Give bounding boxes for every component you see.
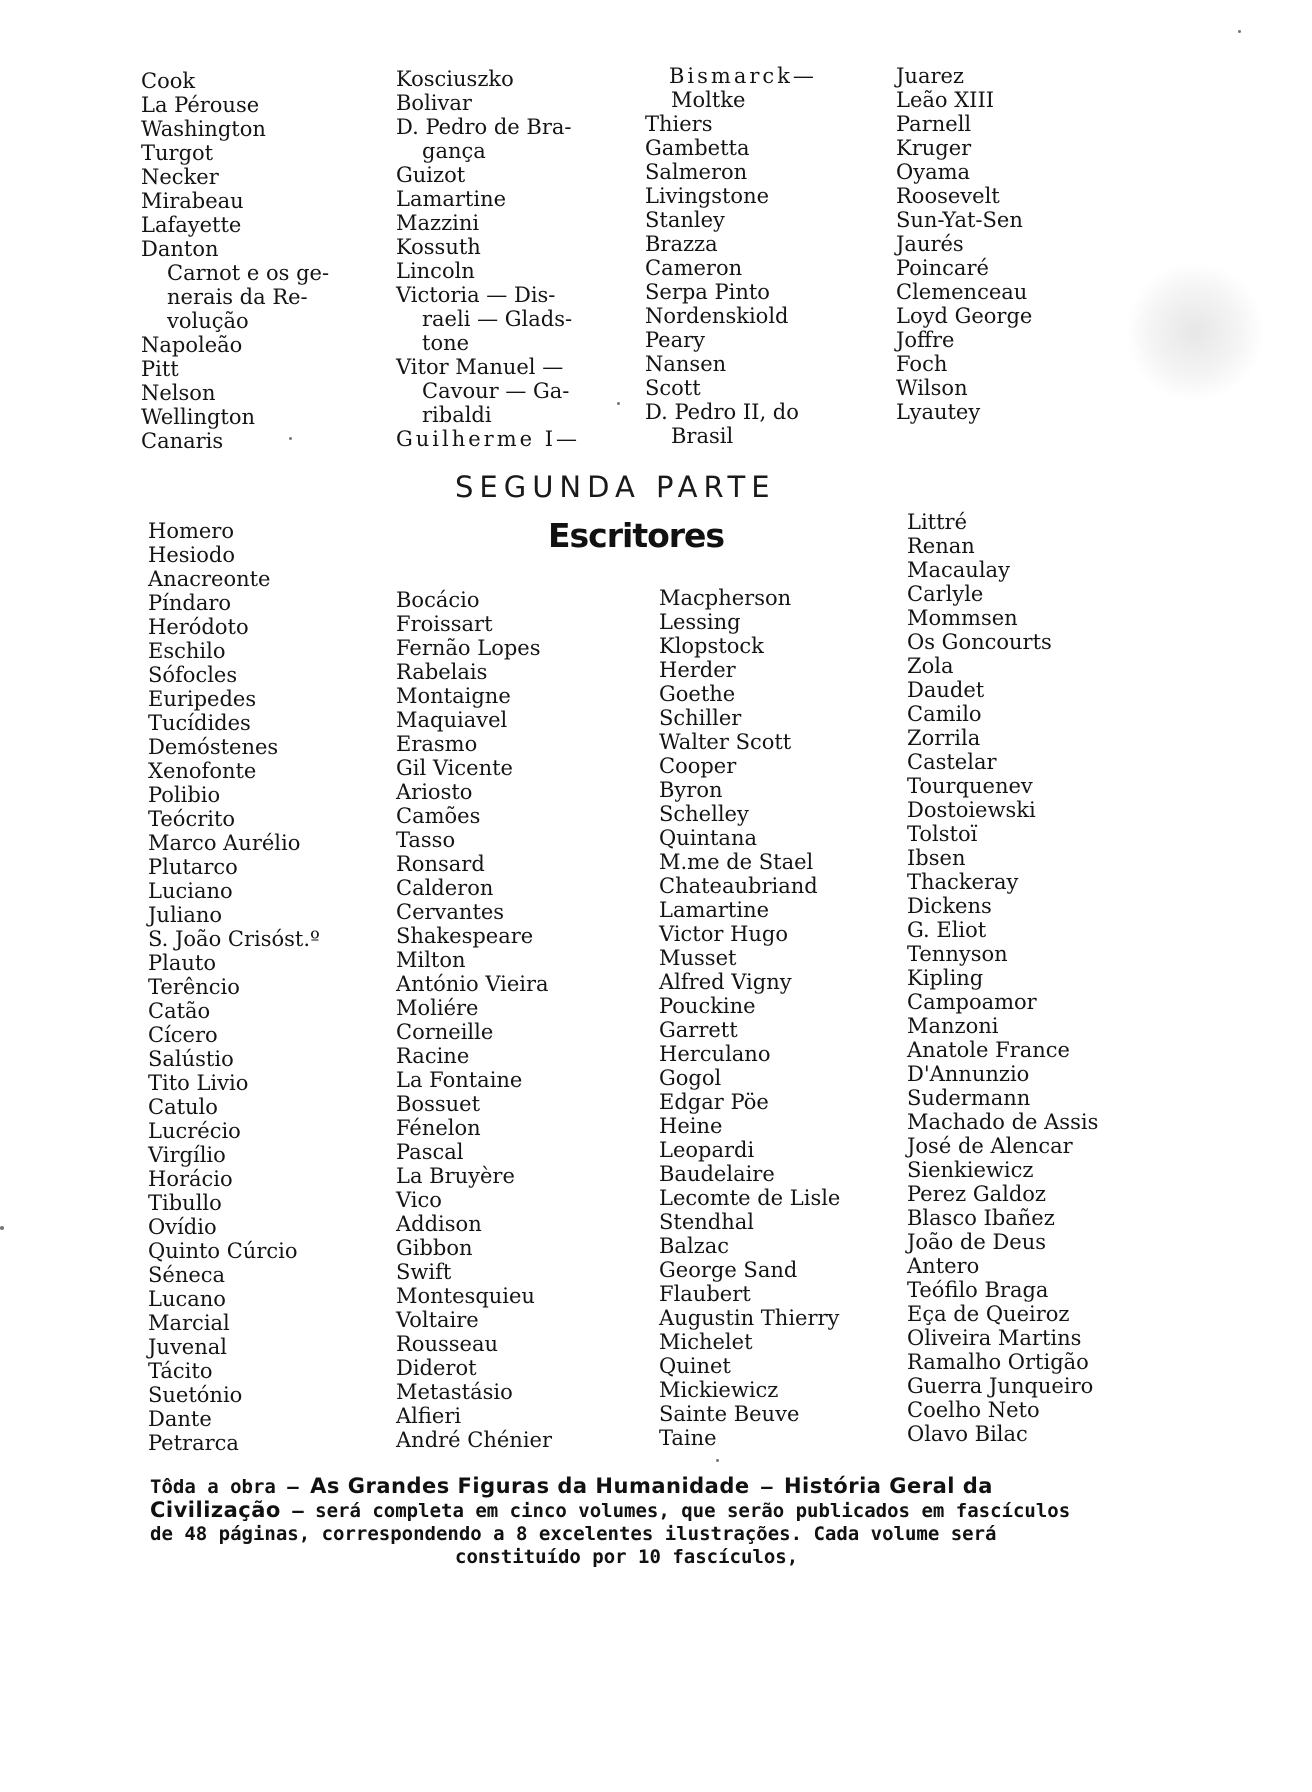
name-entry: Xenofonte (148, 759, 257, 783)
name-entry: Brazza (645, 232, 718, 256)
name-entry: D'Annunzio (907, 1062, 1030, 1086)
name-entry: Vico (396, 1188, 442, 1212)
name-entry: Lamartine (659, 898, 770, 922)
name-entry: Maquiavel (396, 708, 508, 732)
name-entry: Scott (645, 376, 701, 400)
name-entry: Napoleão (141, 333, 243, 357)
name-entry: Stendhal (659, 1210, 754, 1234)
name-entry: Homero (148, 519, 234, 543)
name-entry: Diderot (396, 1356, 477, 1380)
name-entry: Nansen (645, 352, 727, 376)
name-entry: Klopstock (659, 634, 764, 658)
name-entry: Eça de Queiroz (907, 1302, 1070, 1326)
name-entry: Leão XIII (896, 88, 995, 112)
name-entry: Gambetta (645, 136, 750, 160)
name-entry: Kossuth (396, 235, 481, 259)
name-entry: Marcial (148, 1311, 230, 1335)
name-entry: Perez Galdoz (907, 1182, 1046, 1206)
name-entry: Bismarck— (669, 64, 817, 88)
name-entry: Montaigne (396, 684, 511, 708)
name-entry: Victoria — Dis- (396, 283, 556, 307)
name-entry: Cavour — Ga- (422, 379, 570, 403)
name-entry: Clemenceau (896, 280, 1028, 304)
name-entry: Zorrila (907, 726, 981, 750)
name-entry: Teócrito (148, 807, 236, 831)
name-entry: Cícero (148, 1023, 218, 1047)
footer-note (150, 1475, 1105, 1569)
footer-text: Tôda a obra — (150, 1476, 299, 1498)
name-entry: Edgar Pöe (659, 1090, 769, 1114)
name-entry: Lucrécio (148, 1119, 241, 1143)
name-entry: Séneca (148, 1263, 226, 1287)
name-entry: Cooper (659, 754, 737, 778)
name-entry: Wilson (896, 376, 968, 400)
name-entry: Anatole France (907, 1038, 1070, 1062)
name-entry: Parnell (896, 112, 972, 136)
name-entry: Balzac (659, 1234, 730, 1258)
name-entry: Musset (659, 946, 737, 970)
name-entry: António Vieira (396, 972, 549, 996)
name-entry: Foch (896, 352, 948, 376)
name-entry: Lincoln (396, 259, 475, 283)
name-entry: gança (422, 139, 486, 163)
name-entry: Dante (148, 1407, 212, 1431)
escritores-column-4 (907, 510, 1098, 1446)
name-entry: Milton (396, 948, 466, 972)
name-entry: Virgílio (148, 1143, 226, 1167)
name-entry: Lafayette (141, 213, 242, 237)
name-entry: Poincaré (896, 256, 989, 280)
name-entry: Salústio (148, 1047, 234, 1071)
name-entry: Peary (645, 328, 706, 352)
name-entry: Bolivar (396, 91, 472, 115)
name-entry: Ronsard (396, 852, 485, 876)
name-entry: Salmeron (645, 160, 748, 184)
name-entry: Ibsen (907, 846, 966, 870)
name-entry: Castelar (907, 750, 997, 774)
escritores-column-1 (148, 519, 320, 1455)
footer-line-3: de 48 páginas, correspondendo a 8 excelentes ilustrações. Cada volume será (150, 1523, 997, 1545)
name-entry: Necker (141, 165, 219, 189)
name-entry: Carlyle (907, 582, 984, 606)
name-entry: Joffre (896, 328, 955, 352)
name-entry: La Pérouse (141, 93, 260, 117)
name-entry: Ariosto (396, 780, 473, 804)
name-entry: Euripedes (148, 687, 257, 711)
name-entry: Bocácio (396, 588, 480, 612)
name-entry: Nordenskiold (645, 304, 789, 328)
name-entry: Heine (659, 1114, 723, 1138)
name-entry: Camões (396, 804, 481, 828)
scan-speck (289, 437, 292, 440)
name-entry: Luciano (148, 879, 233, 903)
name-entry: André Chénier (396, 1428, 553, 1452)
name-entry: ribaldi (422, 403, 492, 427)
name-entry: Marco Aurélio (148, 831, 301, 855)
name-entry: Sienkiewicz (907, 1158, 1034, 1182)
name-entry: Gil Vicente (396, 756, 513, 780)
name-entry: Campoamor (907, 990, 1037, 1014)
name-entry: Lamartine (396, 187, 507, 211)
footer-line-1 (150, 1475, 1105, 1499)
name-entry: Littré (907, 510, 968, 534)
name-entry: Flaubert (659, 1282, 751, 1306)
name-entry: Blasco Ibañez (907, 1206, 1055, 1230)
name-entry: Camilo (907, 702, 982, 726)
name-entry: Eschilo (148, 639, 226, 663)
name-entry: Nelson (141, 381, 216, 405)
name-entry: Serpa Pinto (645, 280, 770, 304)
name-entry: Renan (907, 534, 975, 558)
name-entry: Vitor Manuel — (396, 355, 564, 379)
name-entry: Garrett (659, 1018, 738, 1042)
name-entry: Schiller (659, 706, 742, 730)
name-entry: Montesquieu (396, 1284, 535, 1308)
scan-speck (1238, 30, 1241, 33)
name-entry: Stanley (645, 208, 725, 232)
name-entry: Schelley (659, 802, 749, 826)
name-entry: Corneille (396, 1020, 494, 1044)
name-entry: Livingstone (645, 184, 770, 208)
name-entry: Tucídides (148, 711, 251, 735)
name-entry: Guilherme I— (396, 427, 581, 451)
escritores-column-2 (396, 588, 552, 1452)
name-entry: Erasmo (396, 732, 478, 756)
name-entry: Turgot (141, 141, 214, 165)
name-entry: Cameron (645, 256, 743, 280)
name-entry: Goethe (659, 682, 736, 706)
name-entry: Loyd George (896, 304, 1033, 328)
footer-line-4: constituído por 10 fascículos, (455, 1546, 799, 1568)
name-entry: Tibullo (148, 1191, 222, 1215)
name-entry: Teófilo Braga (907, 1278, 1049, 1302)
name-entry: Gogol (659, 1066, 722, 1090)
name-entry: Horácio (148, 1167, 233, 1191)
name-entry: Leopardi (659, 1138, 755, 1162)
name-entry: tone (422, 331, 470, 355)
name-entry: Quinet (659, 1354, 731, 1378)
name-entry: Mazzini (396, 211, 480, 235)
name-entry: nerais da Re- (167, 285, 308, 309)
name-entry: Michelet (659, 1330, 753, 1354)
name-entry: Catão (148, 999, 211, 1023)
name-entry: Terêncio (148, 975, 240, 999)
footer-work-title: As Grandes Figuras da Humanidade (310, 1474, 750, 1498)
name-entry: Fénelon (396, 1116, 481, 1140)
name-entry: Canaris (141, 429, 224, 453)
name-entry: Metastásio (396, 1380, 513, 1404)
name-entry: Gibbon (396, 1236, 473, 1260)
footer-dash: — (761, 1476, 773, 1498)
name-entry: Roosevelt (896, 184, 1000, 208)
name-entry: Herculano (659, 1042, 771, 1066)
footer-civilization: Civilização (150, 1498, 281, 1522)
name-entry: Guerra Junqueiro (907, 1374, 1094, 1398)
name-entry: Mickiewicz (659, 1378, 779, 1402)
name-entry: La Bruyère (396, 1164, 515, 1188)
name-entry: Voltaire (396, 1308, 479, 1332)
name-entry: Thackeray (907, 870, 1019, 894)
name-entry: Kruger (896, 136, 972, 160)
primeira-parte-column-2 (396, 67, 580, 451)
name-entry: Bossuet (396, 1092, 481, 1116)
name-entry: Cook (141, 69, 196, 93)
name-entry: Rabelais (396, 660, 488, 684)
name-entry: Olavo Bilac (907, 1422, 1028, 1446)
name-entry: Juliano (148, 903, 223, 927)
name-entry: Rousseau (396, 1332, 499, 1356)
name-entry: Píndaro (148, 591, 232, 615)
scan-speck (0, 1226, 4, 1230)
name-entry: Moltke (671, 88, 746, 112)
name-entry: Suetónio (148, 1383, 243, 1407)
name-entry: G. Eliot (907, 918, 987, 942)
name-entry: M.me de Stael (659, 850, 814, 874)
name-entry: Daudet (907, 678, 985, 702)
name-entry: Sainte Beuve (659, 1402, 800, 1426)
name-entry: Moliére (396, 996, 479, 1020)
name-entry: Demóstenes (148, 735, 279, 759)
name-entry: José de Alencar (907, 1134, 1073, 1158)
name-entry: Alfred Vigny (659, 970, 792, 994)
name-entry: Oliveira Martins (907, 1326, 1082, 1350)
name-entry: Tourquenev (907, 774, 1033, 798)
name-entry: Tolstoï (907, 822, 978, 846)
name-entry: Thiers (645, 112, 713, 136)
name-entry: Victor Hugo (659, 922, 788, 946)
name-entry: Chateaubriand (659, 874, 818, 898)
name-entry: Cervantes (396, 900, 505, 924)
name-entry: Tasso (396, 828, 456, 852)
name-entry: Zola (907, 654, 954, 678)
name-entry: Petrarca (148, 1431, 239, 1455)
name-entry: Swift (396, 1260, 452, 1284)
name-entry: Augustin Thierry (659, 1306, 840, 1330)
name-entry: Juvenal (148, 1335, 227, 1359)
scan-speck (617, 402, 620, 405)
name-entry: Sudermann (907, 1086, 1031, 1110)
name-entry: Mirabeau (141, 189, 244, 213)
name-entry: Lyautey (896, 400, 981, 424)
name-entry: Lessing (659, 610, 741, 634)
name-entry: Sófocles (148, 663, 238, 687)
name-entry: Plutarco (148, 855, 238, 879)
name-entry: Hesiodo (148, 543, 235, 567)
name-entry: Antero (907, 1254, 980, 1278)
primeira-parte-column-4 (896, 64, 1032, 424)
name-entry: Pascal (396, 1140, 464, 1164)
name-entry: Jaurés (896, 232, 964, 256)
name-entry: Fernão Lopes (396, 636, 541, 660)
name-entry: Tito Livio (148, 1071, 249, 1095)
footer-history-title: História Geral da (783, 1474, 993, 1498)
name-entry: Herder (659, 658, 736, 682)
name-entry: Danton (141, 237, 219, 261)
name-entry: Wellington (141, 405, 256, 429)
name-entry: La Fontaine (396, 1068, 523, 1092)
name-entry: Tennyson (907, 942, 1008, 966)
name-entry: Brasil (671, 424, 734, 448)
section-subtitle: Escritores (548, 516, 725, 555)
name-entry: Washington (141, 117, 266, 141)
name-entry: Walter Scott (659, 730, 792, 754)
name-entry: raeli — Glads- (422, 307, 573, 331)
name-entry: Macpherson (659, 586, 792, 610)
name-entry: Guizot (396, 163, 466, 187)
name-entry: Lecomte de Lisle (659, 1186, 841, 1210)
name-entry: Tácito (148, 1359, 213, 1383)
name-entry: Juarez (896, 64, 964, 88)
name-entry: Pitt (141, 357, 179, 381)
section-title: SEGUNDA PARTE (455, 470, 776, 504)
name-entry: D. Pedro de Bra- (396, 115, 572, 139)
name-entry: Sun-Yat-Sen (896, 208, 1023, 232)
footer-text: — será completa em cinco volumes, que serão publicados em fascículos (292, 1500, 1071, 1522)
name-entry: Anacreonte (148, 567, 271, 591)
name-entry: Mommsen (907, 606, 1018, 630)
name-entry: João de Deus (907, 1230, 1047, 1254)
name-entry: Lucano (148, 1287, 226, 1311)
primeira-parte-column-1 (141, 69, 329, 453)
name-entry: Dickens (907, 894, 992, 918)
footer-line-2 (150, 1499, 1105, 1523)
name-entry: Froissart (396, 612, 493, 636)
name-entry: S. João Crisóst.º (148, 927, 320, 951)
name-entry: Catulo (148, 1095, 218, 1119)
name-entry: Alfieri (396, 1404, 462, 1428)
name-entry: Pouckine (659, 994, 756, 1018)
name-entry: D. Pedro II, do (645, 400, 799, 424)
name-entry: Manzoni (907, 1014, 999, 1038)
name-entry: Ramalho Ortigão (907, 1350, 1089, 1374)
scan-smudge (1125, 262, 1265, 402)
name-entry: Quintana (659, 826, 757, 850)
name-entry: Calderon (396, 876, 494, 900)
name-entry: Baudelaire (659, 1162, 775, 1186)
name-entry: Racine (396, 1044, 470, 1068)
name-entry: Heródoto (148, 615, 249, 639)
name-entry: Byron (659, 778, 723, 802)
name-entry: Addison (396, 1212, 482, 1236)
name-entry: Coelho Neto (907, 1398, 1040, 1422)
name-entry: George Sand (659, 1258, 798, 1282)
escritores-column-3 (659, 586, 840, 1450)
name-entry: Dostoiewski (907, 798, 1036, 822)
name-entry: Quinto Cúrcio (148, 1239, 298, 1263)
name-entry: Ovídio (148, 1215, 217, 1239)
name-entry: Kosciuszko (396, 67, 514, 91)
name-entry: Shakespeare (396, 924, 534, 948)
name-entry: Macaulay (907, 558, 1010, 582)
name-entry: Plauto (148, 951, 216, 975)
name-entry: Machado de Assis (907, 1110, 1099, 1134)
name-entry: Polibio (148, 783, 221, 807)
name-entry: Kipling (907, 966, 984, 990)
primeira-parte-column-3 (645, 64, 817, 448)
name-entry: Os Goncourts (907, 630, 1052, 654)
name-entry: Carnot e os ge- (167, 261, 330, 285)
name-entry: volução (167, 309, 249, 333)
scan-speck (716, 1459, 719, 1462)
name-entry: Oyama (896, 160, 971, 184)
name-entry: Taine (659, 1426, 717, 1450)
